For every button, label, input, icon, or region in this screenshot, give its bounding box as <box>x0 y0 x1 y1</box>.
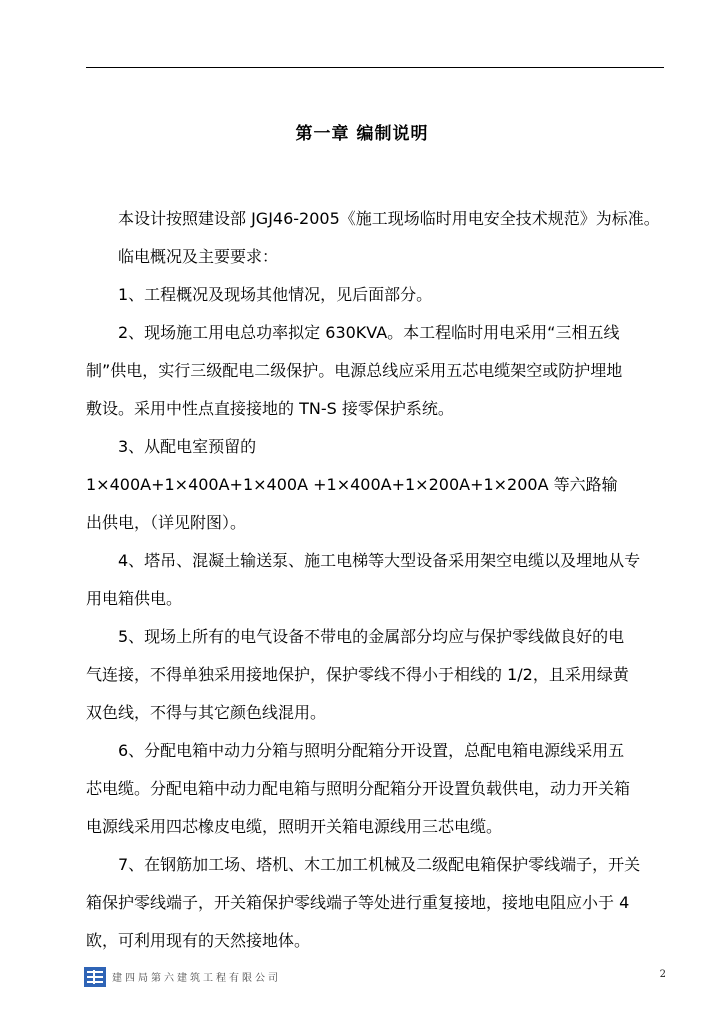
paragraph <box>86 276 670 314</box>
paragraph <box>86 732 670 846</box>
paragraph-line: 芯电缆。分配电箱中动力配电箱与照明分配箱分开设置负载供电，动力开关箱 <box>86 779 631 798</box>
paragraph-line: 电源线采用四芯橡皮电缆，照明开关箱电源线用三芯电缆。 <box>86 817 503 836</box>
paragraph-line: 1×400A+1×400A+1×400A +1×400A+1×200A+1×200A 等六路输 <box>86 475 618 494</box>
paragraph-line: 双色线，不得与其它颜色线混用。 <box>86 703 327 722</box>
paragraph-line: 4、塔吊、混凝土输送泵、施工电梯等大型设备采用架空电缆以及埋地从专 <box>118 551 641 570</box>
paragraph-line: 2、现场施工用电总功率拟定 630KVA。本工程临时用电采用“三相五线 <box>118 323 620 342</box>
paragraph-line: 制”供电，实行三级配电二级保护。电源总线应采用五芯电缆架空或防护埋地 <box>86 361 623 380</box>
company-logo-icon <box>84 967 106 987</box>
company-name: 建四局第六建筑工程有限公司 <box>112 973 281 984</box>
paragraph-line: 临电概况及主要要求： <box>118 247 279 266</box>
paragraph <box>86 314 670 428</box>
paragraph-line: 本设计按照建设部 JGJ46-2005《施工现场临时用电安全技术规范》为标准。 <box>118 209 660 228</box>
paragraph <box>86 238 670 276</box>
page-number: 2 <box>659 969 666 980</box>
paragraph-line: 1、工程概况及现场其他情况，见后面部分。 <box>118 285 433 304</box>
paragraph-line: 气连接，不得单独采用接地保护，保护零线不得小于相线的 1/2，且采用绿黄 <box>86 665 629 684</box>
paragraph <box>86 428 670 542</box>
document-body <box>86 200 670 960</box>
paragraph-line: 敷设。采用中性点直接接地的 TN-S 接零保护系统。 <box>86 399 454 418</box>
paragraph <box>86 846 670 960</box>
header-rule <box>86 67 664 68</box>
paragraph-line: 3、从配电室预留的 <box>118 437 257 456</box>
paragraph-line: 箱保护零线端子，开关箱保护零线端子等处进行重复接地，接地电阻应小于 4 <box>86 893 630 912</box>
paragraph <box>86 200 670 238</box>
paragraph <box>86 542 670 618</box>
paragraph-line: 用电箱供电。 <box>86 589 183 608</box>
paragraph-line: 5、现场上所有的电气设备不带电的金属部分均应与保护零线做良好的电 <box>118 627 625 646</box>
chapter-title: 第一章 编制说明 <box>295 124 429 144</box>
paragraph-line: 欧，可利用现有的天然接地体。 <box>86 931 311 950</box>
page-footer <box>84 967 666 989</box>
paragraph-line: 7、在钢筋加工场、塔机、木工加工机械及二级配电箱保护零线端子，开关 <box>118 855 641 874</box>
paragraph-line: 出供电，（详见附图）。 <box>86 513 247 532</box>
paragraph <box>86 618 670 732</box>
paragraph-line: 6、分配电箱中动力分箱与照明分配箱分开设置，总配电箱电源线采用五 <box>118 741 625 760</box>
